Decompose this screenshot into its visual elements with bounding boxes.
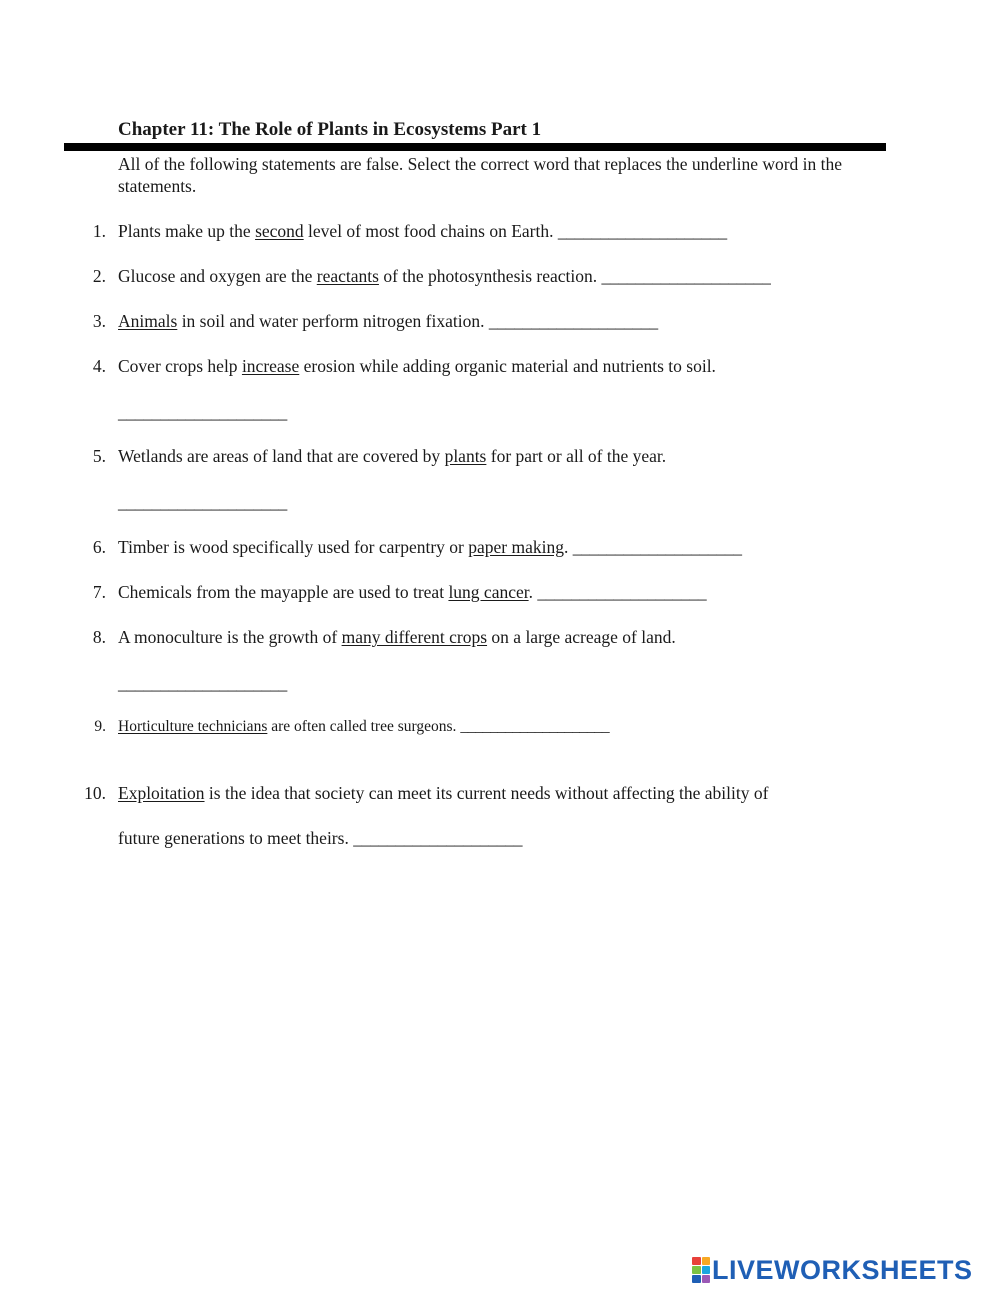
question-number: 10. [84, 783, 106, 803]
underlined-word: Exploitation [118, 783, 205, 803]
question-text-after: are often called tree surgeons. [267, 718, 461, 735]
question-text-before: Cover crops help [118, 356, 242, 376]
question-number: 6. [92, 537, 106, 557]
question-text [118, 581, 706, 603]
question-4-answer-line [118, 401, 287, 423]
question-text-before: Chemicals from the mayapple are used to treat [118, 582, 449, 602]
question-number: 7. [92, 582, 106, 602]
answer-blank[interactable]: ____________________ [118, 492, 288, 512]
underlined-word: lung cancer [448, 582, 529, 602]
underlined-word: Animals [118, 311, 178, 331]
question-text-after: level of most food chains on Earth. [303, 221, 558, 241]
underlined-word: paper making [468, 537, 564, 557]
question-text-after: for part or all of the year. [486, 446, 667, 466]
question-text-before: Plants make up the [118, 221, 256, 241]
question-text-after: . [563, 537, 573, 557]
question-number: 4. [92, 356, 106, 376]
question-text-after: is the idea that society can meet its current needs without affecting the ability of [204, 783, 769, 803]
answer-blank[interactable]: ____________________ [557, 221, 727, 241]
underlined-word: plants [444, 446, 487, 466]
question-10-line2 [118, 827, 522, 849]
question-number: 5. [92, 446, 106, 466]
question-text [118, 716, 609, 738]
question-text [118, 782, 768, 804]
question-text [118, 626, 676, 648]
answer-blank[interactable]: ____________________ [118, 673, 288, 693]
underlined-word: increase [241, 356, 300, 376]
question-text [118, 536, 742, 558]
instructions: All of the following statements are false. Select the correct word that replaces the underline word in the statements. [118, 154, 843, 196]
logo-mark-icon [692, 1257, 710, 1283]
underlined-word: reactants [316, 266, 379, 286]
question-text [118, 265, 771, 287]
question-number: 1. [92, 221, 106, 241]
question-text-after: of the photosynthesis reaction. [378, 266, 602, 286]
question-number: 9. [94, 718, 106, 735]
answer-blank[interactable]: ____________________ [118, 402, 288, 422]
question-text-continued: future generations to meet theirs. [118, 828, 354, 848]
question-text [118, 310, 658, 332]
underlined-word: second [255, 221, 304, 241]
answer-blank[interactable]: ____________________ [601, 266, 771, 286]
question-5-answer-line [118, 491, 287, 513]
question-text-before: A monoculture is the growth of [118, 627, 342, 647]
question-text-after: on a large acreage of land. [487, 627, 676, 647]
underlined-word: many different crops [341, 627, 488, 647]
brand-name: LIVEWORKSHEETS [712, 1254, 973, 1285]
question-text-after: in soil and water perform nitrogen fixation. [177, 311, 489, 331]
question-text-before: Glucose and oxygen are the [118, 266, 317, 286]
question-text [118, 355, 716, 377]
page-title: Chapter 11: The Role of Plants in Ecosystems Part 1 [118, 119, 542, 140]
answer-blank[interactable]: ____________________ [488, 311, 658, 331]
question-text-before: Wetlands are areas of land that are covered by [118, 446, 445, 466]
question-number: 8. [92, 627, 106, 647]
answer-blank[interactable]: ____________________ [460, 718, 610, 735]
underlined-word: Horticulture technicians [118, 718, 268, 735]
question-text [118, 445, 666, 467]
question-text-after: . [528, 582, 538, 602]
title-rule [64, 143, 886, 151]
answer-blank[interactable]: ____________________ [353, 828, 523, 848]
answer-blank[interactable]: ____________________ [537, 582, 707, 602]
question-text-after: erosion while adding organic material and nutrients to soil. [299, 356, 716, 376]
liveworksheets-logo[interactable] [692, 1255, 973, 1285]
question-number: 3. [92, 311, 106, 331]
question-number: 2. [92, 266, 106, 286]
question-8-answer-line [118, 672, 287, 694]
question-text [118, 220, 727, 242]
question-text-before: Timber is wood specifically used for carpentry or [118, 537, 469, 557]
answer-blank[interactable]: ____________________ [572, 537, 742, 557]
